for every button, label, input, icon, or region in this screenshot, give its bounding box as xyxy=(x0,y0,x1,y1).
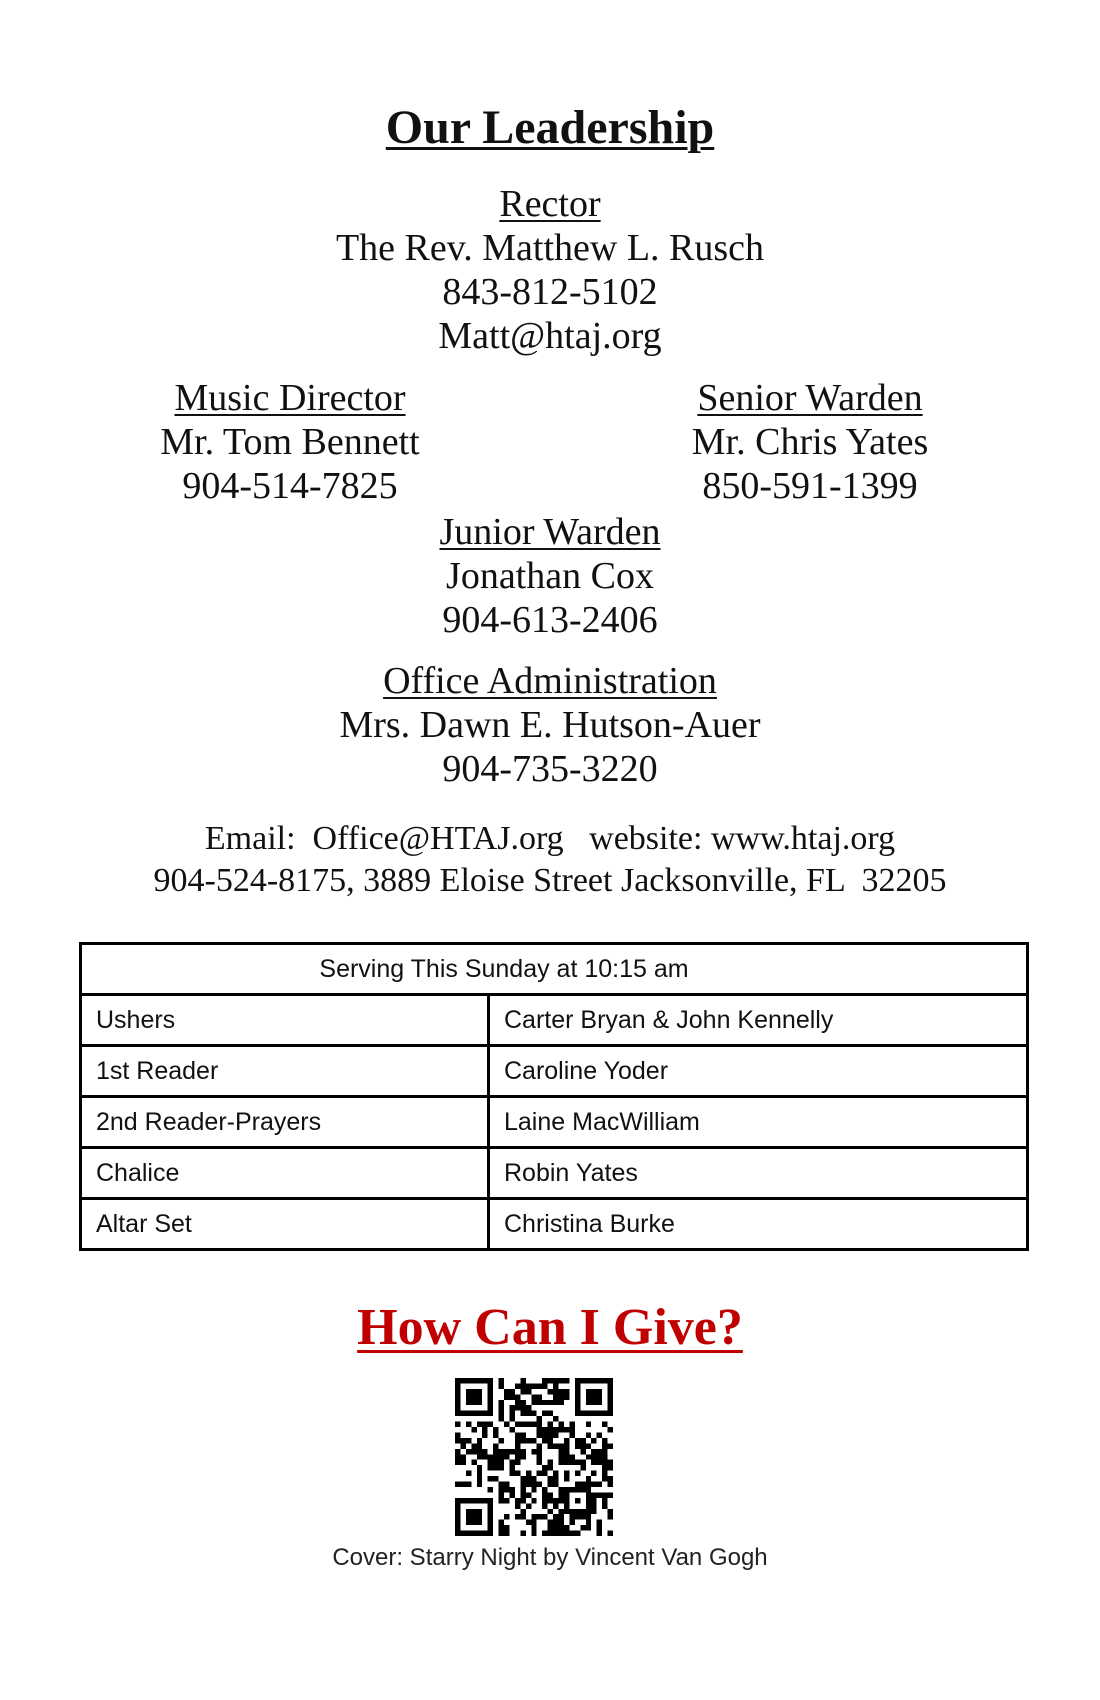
senior-warden-block xyxy=(660,376,960,508)
serving-person: Christina Burke xyxy=(504,1210,675,1238)
serving-role: 1st Reader xyxy=(82,1047,490,1095)
serving-role: Chalice xyxy=(82,1149,490,1197)
contact-phone-address: 904-524-8175, 3889 Eloise Street Jacksonville, FL 32205 xyxy=(153,862,947,899)
serving-role: 2nd Reader-Prayers xyxy=(82,1098,490,1146)
junior-warden-phone: 904-613-2406 xyxy=(442,599,658,641)
serving-role: Ushers xyxy=(82,996,490,1044)
music-director-role: Music Director xyxy=(174,377,406,419)
music-director-block xyxy=(130,376,450,508)
senior-warden-role: Senior Warden xyxy=(697,377,923,419)
junior-warden-block xyxy=(0,510,1100,642)
page-title: Our Leadership xyxy=(385,101,715,154)
senior-warden-name: Mr. Chris Yates xyxy=(691,421,929,463)
rector-email: Matt@htaj.org xyxy=(438,315,662,357)
qr-code-icon[interactable] xyxy=(455,1378,613,1536)
rector-phone: 843-812-5102 xyxy=(442,271,658,313)
serving-person: Robin Yates xyxy=(504,1159,638,1187)
serving-role: Altar Set xyxy=(82,1200,490,1248)
serving-person: Carter Bryan & John Kennelly xyxy=(504,1006,834,1034)
rector-name: The Rev. Matthew L. Rusch xyxy=(335,227,765,269)
office-admin-block xyxy=(0,659,1100,791)
music-director-name: Mr. Tom Bennett xyxy=(160,421,420,463)
contact-info xyxy=(0,818,1100,902)
junior-warden-role: Junior Warden xyxy=(439,511,661,553)
office-admin-role: Office Administration xyxy=(383,660,717,702)
table-row xyxy=(82,1047,1026,1098)
table-row xyxy=(82,1200,1026,1248)
serving-person: Caroline Yoder xyxy=(504,1057,669,1085)
serving-table-header: Serving This Sunday at 10:15 am xyxy=(82,945,1026,996)
music-director-phone: 904-514-7825 xyxy=(182,465,398,507)
contact-email-website: Email: Office@HTAJ.org website: www.htaj.org xyxy=(204,820,896,857)
table-row xyxy=(82,1149,1026,1200)
senior-warden-phone: 850-591-1399 xyxy=(702,465,918,507)
serving-table xyxy=(79,942,1029,1251)
rector-block xyxy=(0,182,1100,358)
office-admin-phone: 904-735-3220 xyxy=(442,748,658,790)
office-admin-name: Mrs. Dawn E. Hutson-Auer xyxy=(339,704,761,746)
give-heading: How Can I Give? xyxy=(357,1299,743,1356)
table-row xyxy=(82,1098,1026,1149)
junior-warden-name: Jonathan Cox xyxy=(446,555,654,597)
rector-role: Rector xyxy=(499,183,601,225)
cover-caption: Cover: Starry Night by Vincent Van Gogh xyxy=(332,1544,768,1571)
table-row xyxy=(82,996,1026,1047)
serving-person: Laine MacWilliam xyxy=(504,1108,700,1136)
